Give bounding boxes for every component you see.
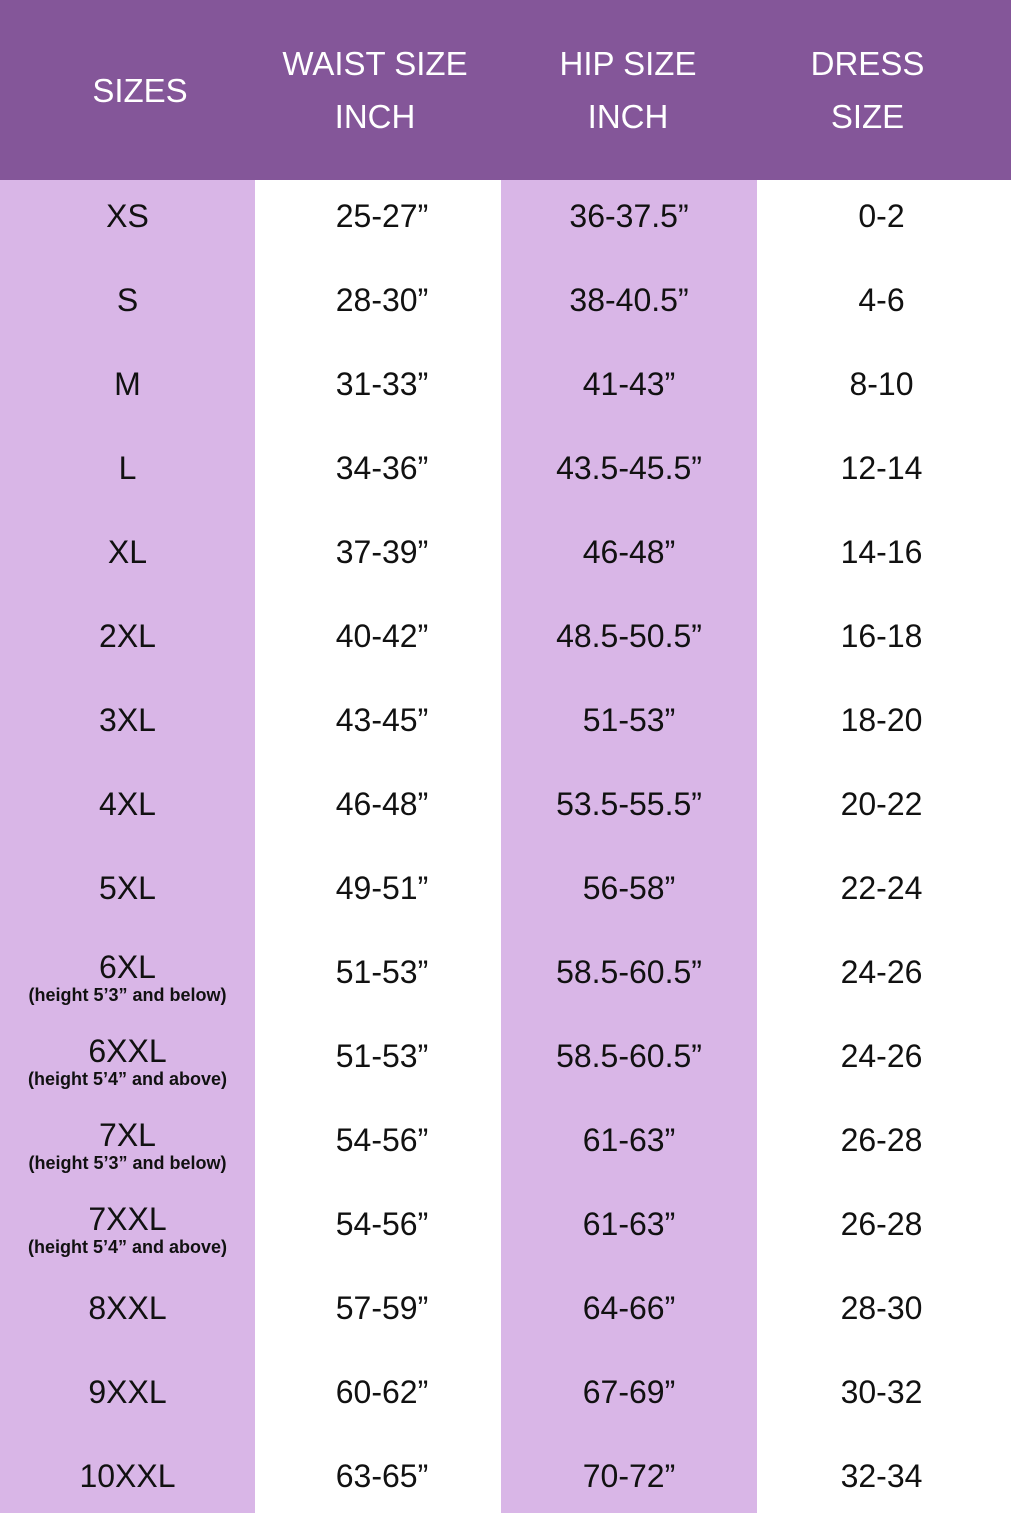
size-cell	[0, 762, 255, 846]
size-label: 9XXL	[88, 1374, 167, 1410]
waist-cell: 43-45”	[335, 701, 429, 738]
waist-cell: 54-56”	[335, 1205, 429, 1242]
waist-cell: 31-33”	[335, 365, 429, 402]
table-row	[0, 342, 1011, 426]
size-label: L	[118, 450, 137, 486]
size-label: 7XL	[99, 1117, 156, 1153]
dress-cell: 24-26	[840, 953, 923, 990]
size-table-body	[0, 174, 1011, 1518]
table-row	[0, 678, 1011, 762]
header-hip-line-1: HIP SIZE	[559, 45, 697, 82]
hip-cell: 61-63”	[582, 1121, 676, 1158]
size-label: XL	[107, 534, 148, 570]
dress-cell: 24-26	[840, 1037, 923, 1074]
table-row	[0, 1266, 1011, 1350]
hip-cell: 38-40.5”	[569, 281, 689, 318]
dress-cell: 20-22	[840, 785, 923, 822]
hip-cell: 67-69”	[582, 1373, 676, 1410]
waist-cell: 37-39”	[335, 533, 429, 570]
size-cell	[0, 1098, 255, 1182]
size-cell	[0, 846, 255, 930]
table-row	[0, 1014, 1011, 1098]
size-label: S	[116, 282, 139, 318]
header-hip-line-2: INCH	[587, 98, 669, 135]
table-row	[0, 930, 1011, 1014]
dress-cell: 30-32	[840, 1373, 923, 1410]
waist-cell: 40-42”	[335, 617, 429, 654]
size-label: 2XL	[99, 618, 156, 654]
table-row	[0, 1434, 1011, 1518]
header-waist-size	[245, 0, 505, 180]
hip-cell: 36-37.5”	[569, 197, 689, 234]
hip-cell: 46-48”	[582, 533, 676, 570]
waist-cell: 51-53”	[335, 953, 429, 990]
size-label: 8XXL	[88, 1290, 167, 1326]
table-row	[0, 1350, 1011, 1434]
hip-cell: 58.5-60.5”	[556, 1037, 702, 1074]
size-label: 4XL	[99, 786, 156, 822]
table-row	[0, 258, 1011, 342]
table-row	[0, 510, 1011, 594]
header-dress-line-2: SIZE	[830, 98, 905, 135]
size-cell	[0, 678, 255, 762]
dress-cell: 26-28	[840, 1205, 923, 1242]
size-cell	[0, 426, 255, 510]
hip-cell: 51-53”	[582, 701, 676, 738]
size-label: M	[114, 366, 141, 402]
hip-cell: 64-66”	[582, 1289, 676, 1326]
size-cell	[0, 1434, 255, 1518]
size-cell	[0, 1266, 255, 1350]
hip-cell: 53.5-55.5”	[556, 785, 702, 822]
size-cell	[0, 258, 255, 342]
table-row	[0, 1098, 1011, 1182]
dress-cell: 28-30	[840, 1289, 923, 1326]
waist-cell: 63-65”	[335, 1457, 429, 1494]
table-row	[0, 594, 1011, 678]
dress-cell: 8-10	[849, 365, 914, 402]
dress-cell: 22-24	[840, 869, 923, 906]
size-cell	[0, 930, 255, 1014]
waist-cell: 25-27”	[335, 197, 429, 234]
size-label: 3XL	[99, 702, 156, 738]
size-cell	[0, 1182, 255, 1266]
size-height-note: (height 5’3” and below)	[28, 985, 227, 1005]
dress-cell: 32-34	[840, 1457, 923, 1494]
size-label: 5XL	[99, 870, 156, 906]
hip-cell: 58.5-60.5”	[556, 953, 702, 990]
header-sizes-line-1: SIZES	[92, 71, 188, 109]
dress-cell: 26-28	[840, 1121, 923, 1158]
header-hip-size	[500, 0, 756, 180]
waist-cell: 54-56”	[335, 1121, 429, 1158]
table-row	[0, 762, 1011, 846]
size-cell	[0, 1014, 255, 1098]
size-label: 7XXL	[88, 1201, 167, 1237]
waist-cell: 57-59”	[335, 1289, 429, 1326]
dress-cell: 4-6	[858, 281, 905, 318]
dress-cell: 16-18	[840, 617, 923, 654]
header-dress-size	[740, 0, 995, 180]
hip-cell: 61-63”	[582, 1205, 676, 1242]
size-cell	[0, 342, 255, 426]
size-label: 6XXL	[88, 1033, 167, 1069]
hip-cell: 43.5-45.5”	[556, 449, 702, 486]
dress-cell: 14-16	[840, 533, 923, 570]
waist-cell: 49-51”	[335, 869, 429, 906]
dress-cell: 12-14	[840, 449, 923, 486]
waist-cell: 34-36”	[335, 449, 429, 486]
hip-cell: 48.5-50.5”	[556, 617, 702, 654]
size-cell	[0, 510, 255, 594]
size-height-note: (height 5’4” and above)	[27, 1069, 228, 1089]
size-cell	[0, 594, 255, 678]
header-dress-line-1: DRESS	[810, 45, 925, 82]
header-waist-line-1: WAIST SIZE	[282, 45, 468, 82]
dress-cell: 0-2	[858, 197, 905, 234]
size-height-note: (height 5’4” and above)	[27, 1237, 228, 1257]
size-height-note: (height 5’3” and below)	[28, 1153, 227, 1173]
header-waist-line-2: INCH	[334, 98, 416, 135]
hip-cell: 56-58”	[582, 869, 676, 906]
hip-cell: 41-43”	[582, 365, 676, 402]
waist-cell: 28-30”	[335, 281, 429, 318]
size-cell	[0, 1350, 255, 1434]
table-header	[0, 0, 1011, 180]
waist-cell: 46-48”	[335, 785, 429, 822]
size-cell	[0, 174, 255, 258]
size-label: 10XXL	[79, 1458, 176, 1494]
size-label: XS	[106, 198, 149, 234]
table-row	[0, 846, 1011, 930]
waist-cell: 60-62”	[335, 1373, 429, 1410]
table-row	[0, 1182, 1011, 1266]
table-row	[0, 174, 1011, 258]
waist-cell: 51-53”	[335, 1037, 429, 1074]
table-row	[0, 426, 1011, 510]
header-sizes	[0, 0, 280, 180]
dress-cell: 18-20	[840, 701, 923, 738]
hip-cell: 70-72”	[582, 1457, 676, 1494]
size-label: 6XL	[99, 949, 156, 985]
